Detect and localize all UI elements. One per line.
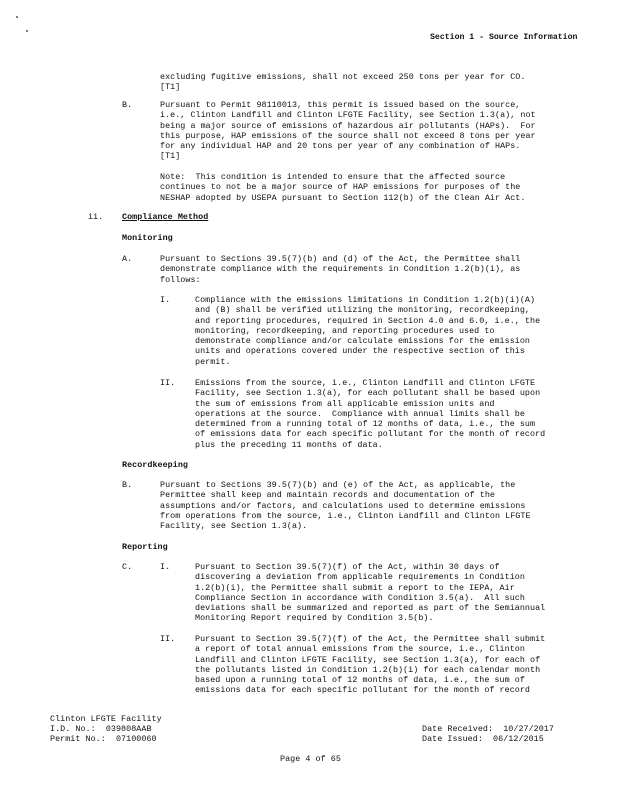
recordkeeping-heading: Recordkeeping: [122, 460, 188, 470]
item-rb-label: B.: [122, 480, 133, 490]
continued-text: excluding fugitive emissions, shall not exceed 250 tons per year for CO. [T1]: [160, 72, 526, 93]
footer-permit-number: Permit No.: 07100060: [50, 734, 157, 744]
item-c1-label: I.: [160, 562, 171, 572]
item-c2-label: II.: [160, 634, 176, 644]
item-c2-text: Pursuant to Section 39.5(7)(f) of the Act, the Permittee shall submit a report of total annual emissions from the source, i.e., Clinton Landfill and Clinton LFGTE Facility, see Section 1.3(a), for each of the pollutants listed in Condition 1.2(b)(i) for each calendar month based upon a running total of 12 months of data, i.e., the sum of emissions data for each specific pollutant for the month of record: [195, 634, 546, 696]
item-a2-text: Emissions from the source, i.e., Clinton Landfill and Clinton LFGTE Facility, see Section 1.3(a), for each pollutant shall be based upon the sum of emissions from all applicable emission units and operations at the source. Compliance with annual limits shall be determined from a running total of 12 months of data, i.e., the sum of emissions data for each specific pollutant for the month of record plus the preceding 11 months of data.: [195, 378, 546, 450]
scan-speck: [26, 30, 28, 32]
scan-speck: [16, 16, 18, 18]
footer-date-received: Date Received: 10/27/2017: [422, 724, 554, 734]
item-b-label: B.: [122, 100, 133, 110]
item-a2-label: II.: [160, 378, 176, 388]
monitoring-heading: Monitoring: [122, 233, 173, 243]
section-header: Section 1 - Source Information: [430, 33, 578, 42]
item-rb-text: Pursuant to Sections 39.5(7)(b) and (e) of the Act, as applicable, the Permittee shall keep and maintain records and documentation of the assumptions and/or factors, and calculations used to determine emissions from operations from the source, i.e., Clinton Landfill and Clinton LFGTE Facility, see Section 1.3(a).: [160, 480, 531, 532]
item-a-text: Pursuant to Sections 39.5(7)(b) and (d) of the Act, the Permittee shall demonstrate compliance with the requirements in Condition 1.2(b)(i), as follows:: [160, 254, 521, 285]
compliance-method-heading: Compliance Method: [122, 212, 209, 222]
note-text: Note: This condition is intended to ensure that the affected source continues to not be a major source of HAP emissions for purposes of the NESHAP adopted by USEPA pursuant to Section 112(b) of the Clean Air Act.: [160, 172, 526, 203]
page-number: Page 4 of 65: [280, 754, 341, 764]
reporting-heading: Reporting: [122, 542, 168, 552]
footer-facility: Clinton LFGTE Facility: [50, 714, 162, 724]
item-a-label: A.: [122, 254, 133, 264]
footer-id-number: I.D. No.: 039808AAB: [50, 724, 152, 734]
item-a1-text: Compliance with the emissions limitations in Condition 1.2(b)(i)(A) and (B) shall be verified utilizing the monitoring, recordkeeping, and reporting procedures, required in Section 4.0 and 6.0, i.e., the monitoring, recordkeeping, and reporting procedures used to demonstrate compliance and/or calculate emissions for the emission units and operations covered under the respective section of this permit.: [195, 295, 541, 367]
item-a1-label: I.: [160, 295, 171, 305]
footer-date-issued: Date Issued: 06/12/2015: [422, 734, 544, 744]
item-c1-text: Pursuant to Section 39.5(7)(f) of the Act, within 30 days of discovering a deviation from applicable requirements in Condition 1.2(b)(i), the Permittee shall submit a report to the IEPA, Air Compliance Section in accordance with Condition 3.5(a). All such deviations shall be summarized and reported as part of the Semiannual Monitoring Report required by Condition 3.5(b).: [195, 562, 546, 624]
item-b-text: Pursuant to Permit 98110013, this permit is issued based on the source, i.e., Clinton Landfill and Clinton LFGTE Facility, see Section 1.3(a), not being a major source of emissions of hazardous air pollutants (HAPs). For this purpose, HAP emissions of the source shall not exceed 8 tons per year for any individual HAP and 20 tons per year of any combination of HAPs. [T1]: [160, 100, 536, 162]
section-ii-number: ii.: [88, 212, 104, 222]
item-c-label: C.: [122, 562, 133, 572]
